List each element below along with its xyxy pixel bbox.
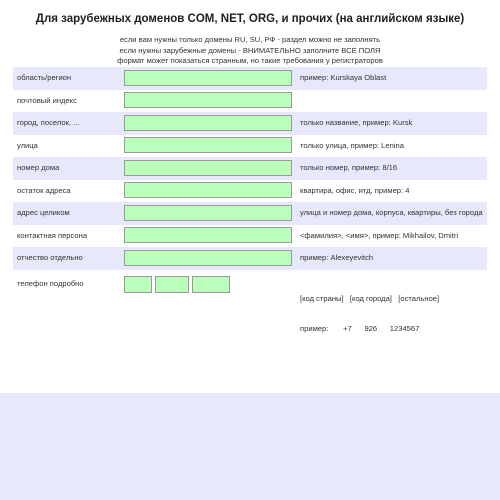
field-hint: пример: Alexeyevitch <box>300 253 374 262</box>
form-row-city <box>13 112 487 135</box>
instruction-line: если вам нужны только домены RU, SU, РФ - раздел можно не заполнять <box>119 35 381 44</box>
field-label: контактная персона <box>17 230 88 240</box>
phone-hint-format: [код страны] [код города] [остальное] <box>300 293 440 303</box>
form-row-street <box>13 135 487 158</box>
full-address-input[interactable] <box>124 205 292 221</box>
field-label: остаток адреса <box>17 185 71 195</box>
street-input[interactable] <box>124 137 292 153</box>
phone-number-input[interactable] <box>192 276 230 293</box>
region-input[interactable] <box>124 70 292 86</box>
form-row-phone <box>13 270 487 333</box>
form-row-postal-code <box>13 90 487 113</box>
house-number-input[interactable] <box>124 160 292 176</box>
form-row-full-address <box>13 202 487 225</box>
field-hint: пример: Kurskaya Oblast <box>300 73 387 82</box>
field-hint: только улица, пример: Lenina <box>300 140 404 150</box>
field-label: отчество отдельно <box>17 253 83 262</box>
field-label: почтовый индекс <box>17 95 77 105</box>
page-title: Для зарубежных доменов COM, NET, ORG, и прочих (на английском языке) <box>35 13 465 25</box>
field-label: номер дома <box>17 163 60 172</box>
form-row-address-rest <box>13 180 487 203</box>
field-label: область/регион <box>17 73 72 82</box>
address-rest-input[interactable] <box>124 182 292 198</box>
field-label: улица <box>17 140 38 150</box>
field-label: телефон подробно <box>17 278 84 288</box>
field-hint: только номер, пример: 8/16 <box>300 163 398 172</box>
phone-city-code-input[interactable] <box>155 276 189 293</box>
contact-person-input[interactable] <box>124 227 292 243</box>
phone-country-code-input[interactable] <box>124 276 152 293</box>
phone-hint-example: пример: +7 926 1234567 <box>300 323 420 333</box>
field-label: город, поселок, ... <box>17 118 80 127</box>
instructions <box>0 35 500 67</box>
postal-code-input[interactable] <box>124 92 292 108</box>
footer-band <box>0 393 500 500</box>
address-form <box>13 67 487 333</box>
form-row-patronymic <box>13 247 487 270</box>
instruction-line: формат может показаться странным, но такие требования у регистраторов <box>117 56 383 65</box>
form-row-house-number <box>13 157 487 180</box>
form-row-region <box>13 67 487 90</box>
field-hint: только название, пример: Kursk <box>300 118 413 127</box>
instruction-line: если нужны зарубежные домены - ВНИМАТЕЛЬНО заполните ВСЕ ПОЛЯ <box>119 45 381 55</box>
city-input[interactable] <box>124 115 292 131</box>
field-label: адрес целиком <box>17 208 70 217</box>
form-row-contact-person <box>13 225 487 248</box>
field-hint: <фамилия>, <имя>, пример: Mikhailov, Dmitri <box>300 230 459 240</box>
field-hint: квартира, офис, итд, пример: 4 <box>300 185 410 195</box>
phone-hint <box>300 274 439 354</box>
field-hint: улица и номер дома, корпуса, квартиры, без города <box>300 208 483 217</box>
patronymic-input[interactable] <box>124 250 292 266</box>
